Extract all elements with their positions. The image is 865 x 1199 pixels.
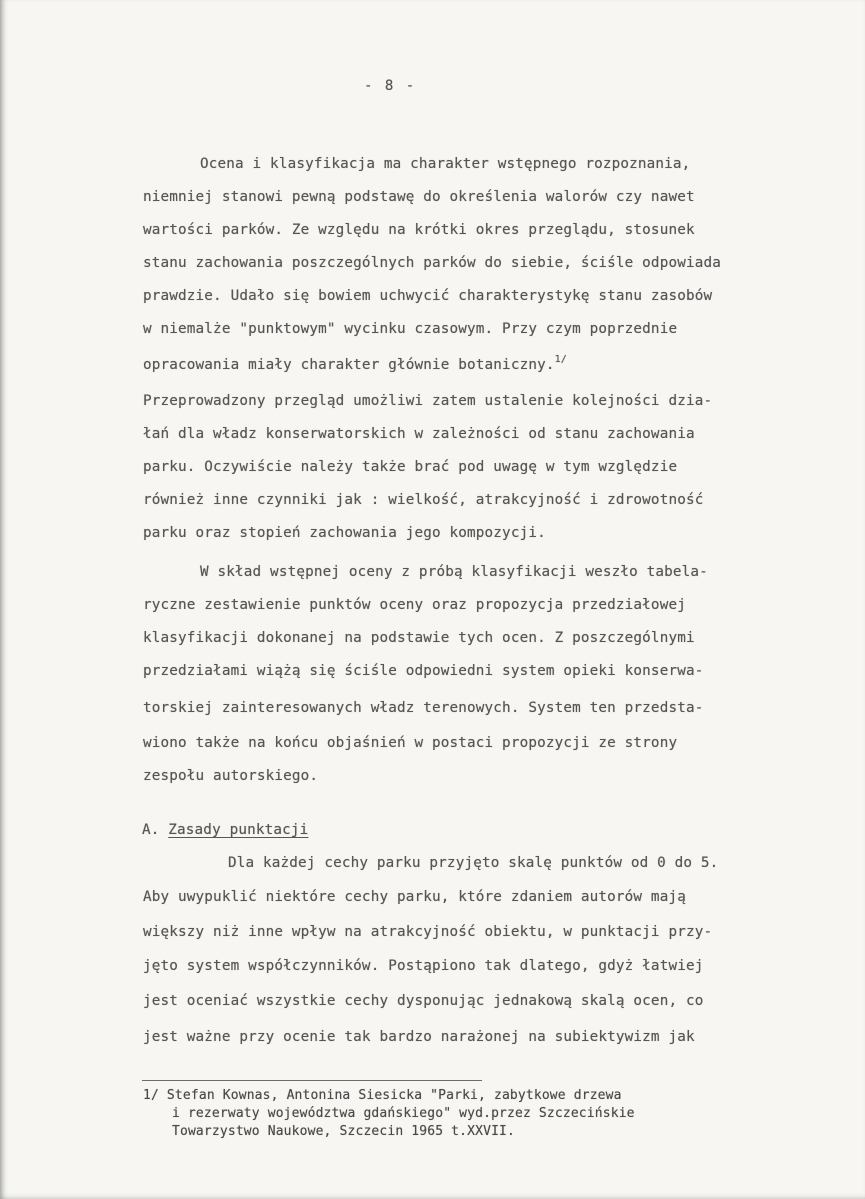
text-line: przedziałami wiążą się ściśle odpowiedni system opieki konserwa- — [143, 663, 704, 679]
text-line: torskiej zainteresowanych władz terenowych. System ten przedsta- — [143, 700, 704, 716]
page-number: - 8 - — [364, 78, 417, 94]
text-line: jest ważne przy ocenie tak bardzo narażonej na subiektywizm jak — [143, 1029, 695, 1045]
text-line: zespołu autorskiego. — [143, 768, 319, 784]
footnote-reference: 1/ — [554, 354, 567, 365]
footnote-divider — [142, 1080, 482, 1081]
section-heading-prefix: A. — [142, 822, 169, 838]
text-line: klasyfikacji dokonanej na podstawie tych ocen. Z poszczególnymi — [143, 630, 695, 646]
text-line: Aby uwypuklić niektóre cechy parku, które zdaniem autorów mają — [143, 889, 686, 905]
text-line: większy niż inne wpływ na atrakcyjność obiektu, w punktacji przy- — [143, 924, 713, 940]
text-line: jest oceniać wszystkie cechy dysponując jednakową skalą ocen, co — [143, 993, 704, 1009]
text-line: również inne czynniki jak : wielkość, atrakcyjność i zdrowotność — [143, 492, 704, 508]
text-line: Dla każdej cechy parku przyjęto skalę punktów od 0 do 5. — [228, 855, 719, 871]
text-line: opracowania miały charakter głównie botaniczny.$^{1/}$ — [143, 354, 567, 373]
text-line: W skład wstępnej oceny z próbą klasyfikacji weszło tabela- — [200, 564, 708, 580]
text-line: jęto system współczynników. Postąpiono tak dlatego, gdyż łatwiej — [143, 958, 704, 974]
text-line: prawdzie. Udało się bowiem uchwycić charakterystykę stanu zasobów — [143, 288, 713, 304]
text-line: wartości parków. Ze względu na krótki okres przeglądu, stosunek — [143, 222, 695, 238]
text-line: niemniej stanowi pewną podstawę do określenia walorów czy nawet — [143, 189, 695, 205]
text-line: stanu zachowania poszczególnych parków do siebie, ściśle odpowiada — [143, 255, 721, 271]
text-line: ryczne zestawienie punktów oceny oraz propozycja przedziałowej — [143, 597, 686, 613]
text-line: parku. Oczywiście należy także brać pod uwagę w tym względzie — [143, 459, 678, 475]
section-heading — [142, 822, 308, 838]
footnote-line: Towarzystwo Naukowe, Szczecin 1965 t.XXVII. — [172, 1124, 515, 1139]
text-line: wiono także na końcu objaśnień w postaci propozycji ze strony — [143, 735, 678, 751]
text-line: parku oraz stopień zachowania jego kompozycji. — [143, 525, 546, 541]
text-line: Przeprowadzony przegląd umożliwi zatem ustalenie kolejności dzia- — [143, 393, 713, 409]
text-line: łań dla władz konserwatorskich w zależności od stanu zachowania — [143, 426, 695, 442]
footnote-line: 1/ Stefan Kownas, Antonina Siesicka "Parki, zabytkowe drzewa — [143, 1088, 622, 1103]
text-line: Ocena i klasyfikacja ma charakter wstępnego rozpoznania, — [200, 156, 691, 172]
section-heading-title: Zasady punktacji — [168, 822, 309, 838]
text-line: w niemalże "punktowym" wycinku czasowym. Przy czym poprzednie — [143, 321, 678, 337]
footnote-line: i rezerwaty województwa gdańskiego" wyd.przez Szczecińskie — [172, 1106, 635, 1121]
